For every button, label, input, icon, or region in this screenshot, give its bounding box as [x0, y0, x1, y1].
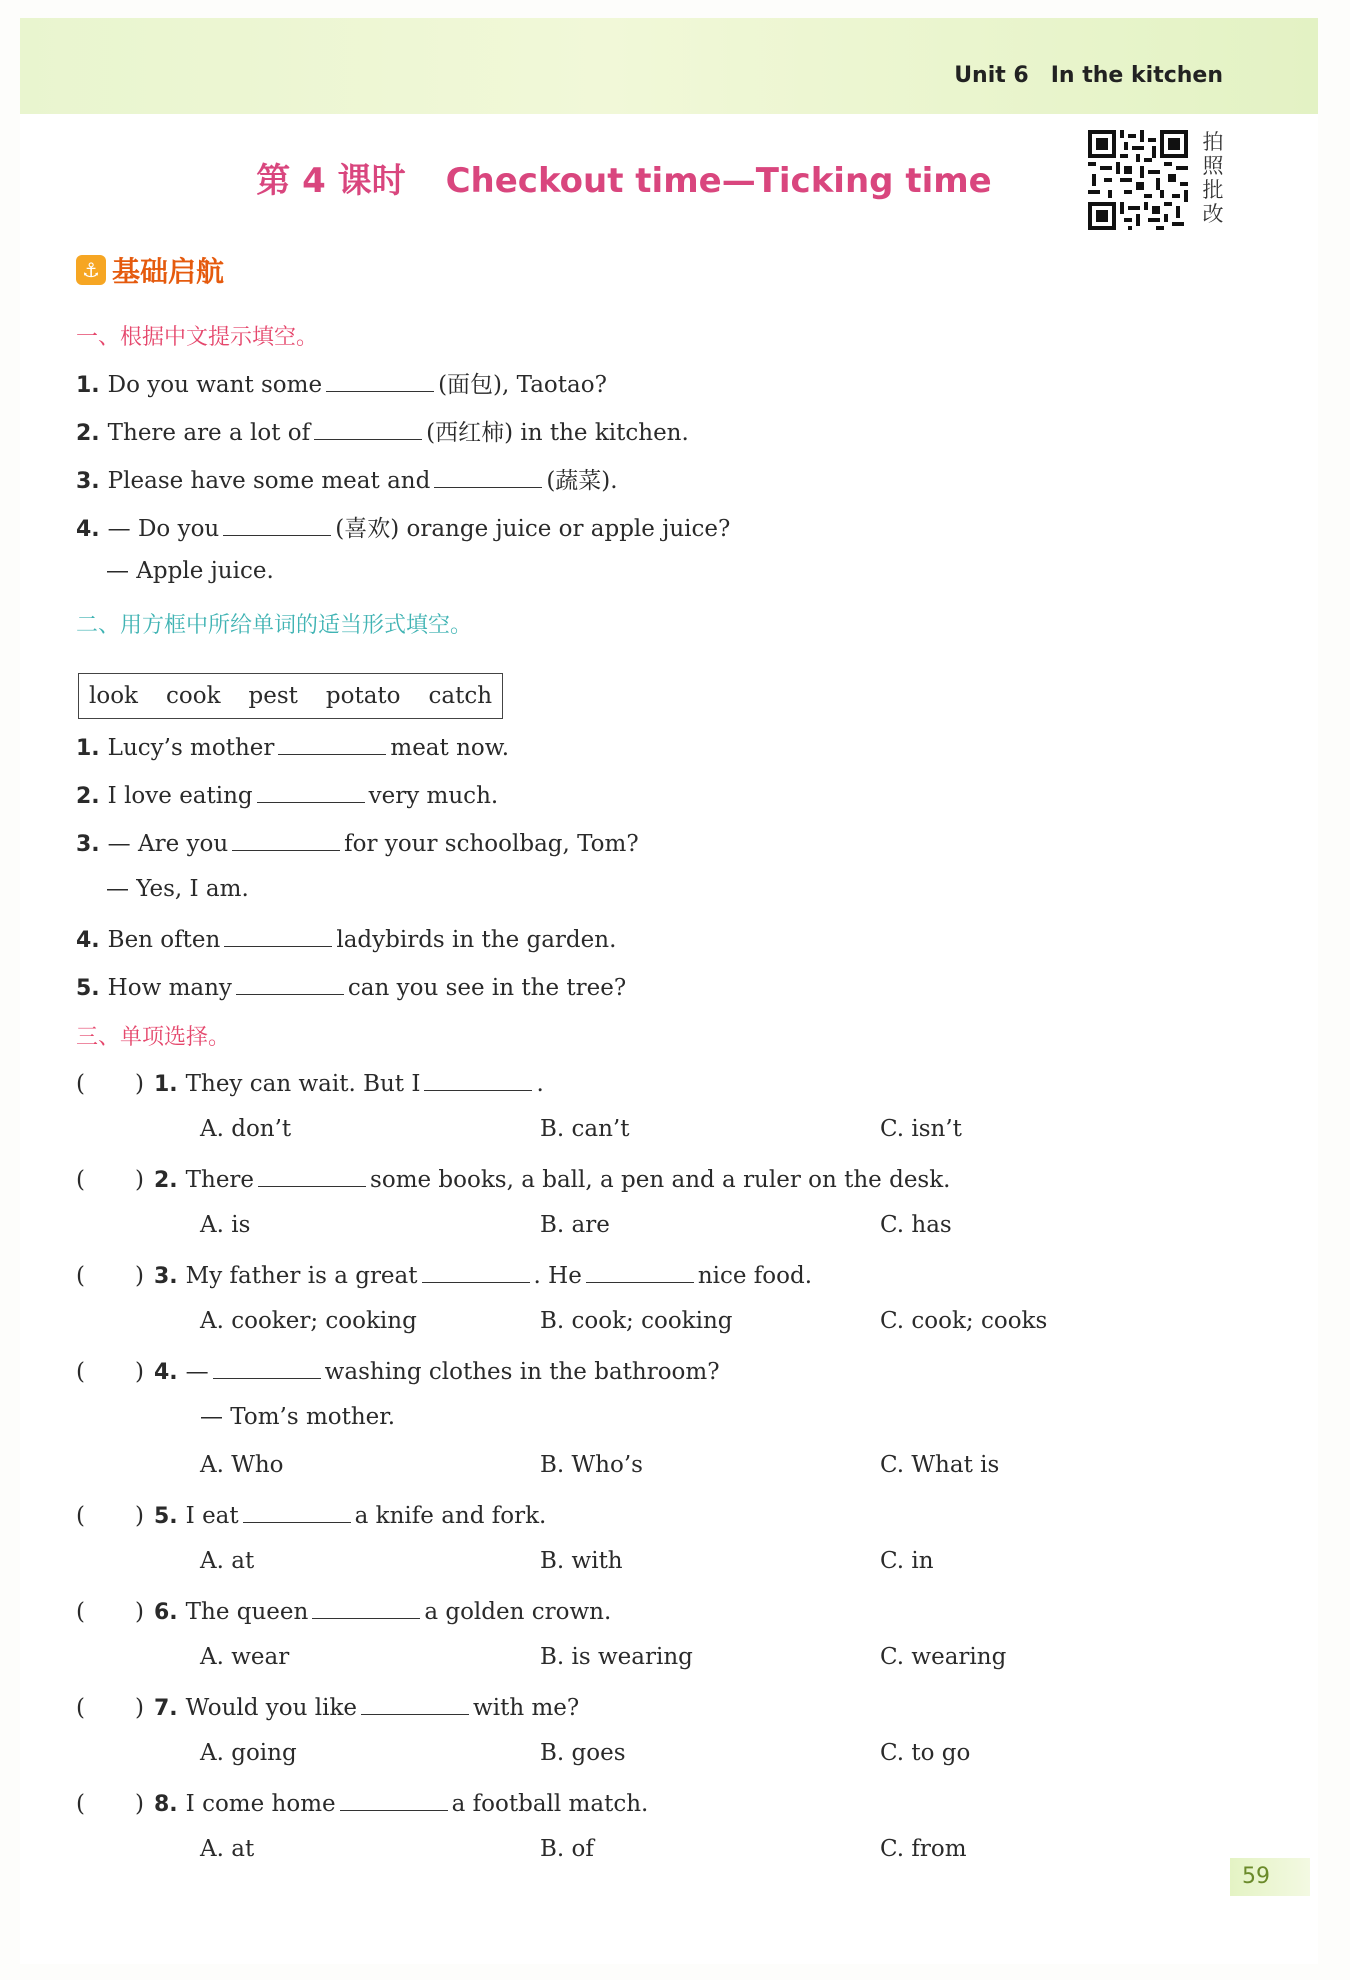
item-text: nice food.: [697, 1263, 813, 1289]
answer-blank[interactable]: [257, 780, 365, 803]
item-number: 8.: [154, 1792, 178, 1817]
unit-number: Unit 6: [954, 63, 1029, 88]
item-text: can you see in the tree?: [347, 975, 627, 1001]
answer-blank[interactable]: [223, 513, 331, 536]
option-b[interactable]: B. with: [540, 1548, 623, 1574]
part3-title: 三、单项选择。: [76, 1025, 231, 1050]
item-text: Please have some meat and: [107, 468, 431, 494]
answer-paren[interactable]: ( ): [76, 1263, 144, 1289]
worksheet-page: [20, 18, 1318, 1964]
item-text: some books, a ball, a pen and a ruler on the desk.: [370, 1167, 951, 1193]
option-c[interactable]: C. isn’t: [880, 1116, 962, 1142]
answer-paren[interactable]: ( ): [76, 1503, 144, 1529]
part1-item: [76, 462, 618, 495]
part1-item: [76, 366, 607, 399]
answer-paren[interactable]: ( ): [76, 1791, 144, 1817]
item-number: 2.: [154, 1168, 178, 1193]
qr-label-char: 批: [1202, 178, 1224, 202]
answer-blank: [424, 1068, 532, 1091]
item-text: My father is a great: [185, 1263, 418, 1289]
item-text: How many: [107, 975, 232, 1001]
item-number: 2.: [76, 784, 100, 809]
option-b[interactable]: B. Who’s: [540, 1452, 643, 1478]
item-number: 1.: [154, 1072, 178, 1097]
item-text: (面包), Taotao?: [438, 372, 607, 398]
section-title: 基础启航: [112, 255, 225, 288]
option-a[interactable]: A. wear: [200, 1644, 290, 1670]
option-c[interactable]: C. What is: [880, 1452, 1000, 1478]
answer-blank: [312, 1596, 420, 1619]
item-number: 1.: [76, 373, 100, 398]
option-b[interactable]: B. can’t: [540, 1116, 630, 1142]
item-number: 4.: [154, 1360, 178, 1385]
item-text: There: [185, 1167, 255, 1193]
item-text: I come home: [185, 1791, 336, 1817]
item-text: with me?: [473, 1695, 580, 1721]
part1-title: 一、根据中文提示填空。: [76, 325, 319, 350]
answer-paren[interactable]: ( ): [76, 1071, 144, 1097]
item-number: 6.: [154, 1600, 178, 1625]
section-heading: [76, 250, 224, 290]
answer-paren[interactable]: ( ): [76, 1599, 144, 1625]
item-text: a golden crown.: [424, 1599, 612, 1625]
option-b[interactable]: B. is wearing: [540, 1644, 693, 1670]
answer-blank: [586, 1260, 694, 1283]
mc-question: [76, 1692, 579, 1721]
option-a[interactable]: A. cooker; cooking: [200, 1308, 417, 1334]
answer-blank: [258, 1164, 366, 1187]
answer-paren[interactable]: ( ): [76, 1167, 144, 1193]
item-text: (蔬菜).: [546, 468, 618, 494]
word-option: potato: [325, 683, 401, 709]
part2-item: [76, 828, 639, 857]
item-number: 4.: [76, 928, 100, 953]
answer-blank: [422, 1260, 530, 1283]
part2-title: 二、用方框中所给单词的适当形式填空。: [76, 613, 473, 638]
anchor-icon: ⚓: [76, 255, 106, 285]
unit-label: [954, 63, 1223, 88]
item-text: a football match.: [451, 1791, 649, 1817]
word-option: catch: [428, 683, 493, 709]
item-text: I eat: [185, 1503, 239, 1529]
option-b[interactable]: B. are: [540, 1212, 610, 1238]
answer-blank: [340, 1788, 448, 1811]
unit-topic: In the kitchen: [1050, 63, 1223, 88]
header-band: [20, 18, 1318, 114]
mc-sub-answer: — Tom’s mother.: [200, 1404, 396, 1430]
part2-item: [76, 732, 509, 761]
item-number: 3.: [76, 469, 100, 494]
option-a[interactable]: A. is: [200, 1212, 251, 1238]
item-number: 5.: [154, 1504, 178, 1529]
word-option: pest: [248, 683, 298, 709]
item-number: 5.: [76, 976, 100, 1001]
option-a[interactable]: A. don’t: [200, 1116, 292, 1142]
option-b[interactable]: B. cook; cooking: [540, 1308, 733, 1334]
item-text: — Are you: [107, 831, 229, 857]
qr-label-char: 照: [1202, 154, 1224, 178]
item-text: The queen: [185, 1599, 309, 1625]
item-text: for your schoolbag, Tom?: [344, 831, 639, 857]
item-text: I love eating: [107, 783, 253, 809]
item-number: 2.: [76, 421, 100, 446]
answer-blank[interactable]: [434, 465, 542, 488]
option-c[interactable]: C. to go: [880, 1740, 971, 1766]
answer-blank[interactable]: [314, 417, 422, 440]
answer-blank[interactable]: [236, 972, 344, 995]
option-a[interactable]: A. Who: [200, 1452, 284, 1478]
word-box: [78, 673, 503, 719]
part2-item: [76, 780, 498, 809]
lesson-label: 第 4 课时: [256, 161, 406, 201]
mc-question: [76, 1788, 648, 1817]
option-c[interactable]: C. from: [880, 1836, 967, 1862]
mc-question: [76, 1164, 950, 1193]
answer-blank[interactable]: [326, 369, 434, 392]
qr-label-char: 拍: [1202, 130, 1224, 154]
item-number: 7.: [154, 1696, 178, 1721]
answer-blank[interactable]: [278, 732, 386, 755]
item-text: They can wait. But I: [185, 1071, 421, 1097]
part1-answer: — Apple juice.: [106, 558, 274, 584]
answer-blank: [361, 1692, 469, 1715]
page-number: 59: [1230, 1858, 1310, 1896]
item-text: — Do you: [107, 516, 220, 542]
answer-blank[interactable]: [232, 828, 340, 851]
answer-blank[interactable]: [224, 924, 332, 947]
item-number: 3.: [154, 1264, 178, 1289]
item-text: (西红柿) in the kitchen.: [426, 420, 689, 446]
answer-blank: [243, 1500, 351, 1523]
mc-question: [76, 1356, 720, 1385]
item-text: a knife and fork.: [354, 1503, 547, 1529]
qr-label-char: 改: [1202, 202, 1224, 226]
answer-paren[interactable]: ( ): [76, 1695, 144, 1721]
mc-question: [76, 1596, 611, 1625]
option-c[interactable]: C. has: [880, 1212, 952, 1238]
item-text: . He: [533, 1263, 582, 1289]
item-text: meat now.: [390, 735, 510, 761]
item-number: 3.: [76, 832, 100, 857]
option-b[interactable]: B. of: [540, 1836, 594, 1862]
part2-answer: — Yes, I am.: [106, 876, 249, 902]
answer-blank: [213, 1356, 321, 1379]
mc-question: [76, 1068, 544, 1097]
option-b[interactable]: B. goes: [540, 1740, 626, 1766]
mc-question: [76, 1500, 546, 1529]
mc-question: [76, 1260, 812, 1289]
part1-item: [76, 414, 689, 447]
item-text: —: [185, 1359, 209, 1385]
part1-item: [76, 510, 730, 543]
option-c[interactable]: C. in: [880, 1548, 934, 1574]
qr-label: [1200, 130, 1226, 226]
qr-code-icon[interactable]: [1088, 130, 1188, 230]
item-text: Ben often: [107, 927, 221, 953]
lesson-name: Checkout time—Ticking time: [445, 161, 992, 201]
item-text: .: [536, 1071, 544, 1097]
item-text: There are a lot of: [107, 420, 311, 446]
option-a[interactable]: A. at: [200, 1548, 255, 1574]
item-text: Lucy’s mother: [107, 735, 275, 761]
option-c[interactable]: C. cook; cooks: [880, 1308, 1048, 1334]
item-text: (喜欢) orange juice or apple juice?: [335, 516, 731, 542]
word-option: look: [89, 683, 138, 709]
option-c[interactable]: C. wearing: [880, 1644, 1007, 1670]
answer-paren[interactable]: ( ): [76, 1359, 144, 1385]
item-number: 1.: [76, 736, 100, 761]
option-a[interactable]: A. at: [200, 1836, 255, 1862]
item-text: washing clothes in the bathroom?: [324, 1359, 720, 1385]
item-text: Would you like: [185, 1695, 358, 1721]
part2-item: [76, 972, 626, 1001]
word-option: cook: [166, 683, 221, 709]
item-number: 4.: [76, 517, 100, 542]
option-a[interactable]: A. going: [200, 1740, 297, 1766]
item-text: ladybirds in the garden.: [336, 927, 617, 953]
item-text: very much.: [368, 783, 499, 809]
item-text: Do you want some: [107, 372, 323, 398]
part2-item: [76, 924, 616, 953]
